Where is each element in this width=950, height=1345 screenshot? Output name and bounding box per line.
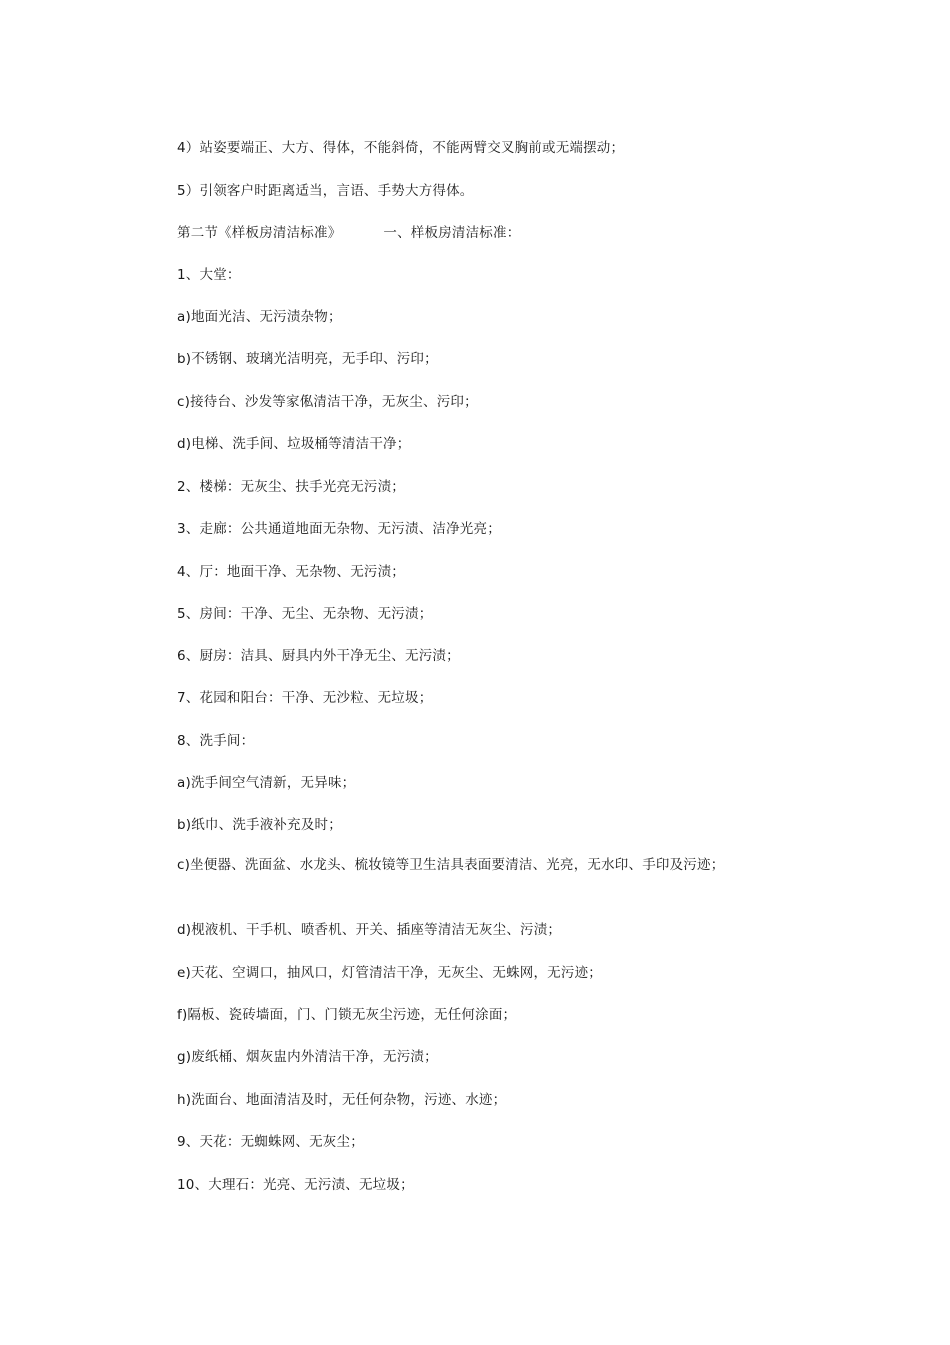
text-line: 1、大堂： (177, 267, 241, 283)
section-title: 第二节《样板房清洁标准》 (177, 225, 342, 241)
subsection-title: 一、样板房清洁标准： (383, 225, 521, 241)
text-line: b)不锈钢、玻璃光洁明亮，无手印、污印； (177, 351, 438, 367)
text-line: h)洗面台、地面清洁及时，无任何杂物，污迹、水迹； (177, 1092, 507, 1108)
text-line: 8、洗手间： (177, 733, 255, 749)
text-line: d)电梯、洗手间、垃圾桶等清洁干净； (177, 436, 411, 452)
text-line: 6、厨房：洁具、厨具内外干净无尘、无污渍； (177, 648, 460, 664)
text-line: 5）引领客户时距离适当，言语、手势大方得体。 (177, 183, 474, 199)
text-line: e)天花、空调口，抽风口，灯管清洁干净，无灰尘、无蛛网，无污迹； (177, 965, 602, 981)
text-line: 9、天花：无蜘蛛网、无灰尘； (177, 1134, 364, 1150)
text-line: c)接待台、沙发等家俬清洁干净，无灰尘、污印； (177, 394, 478, 410)
text-line: g)废纸桶、烟灰盅内外清洁干净，无污渍； (177, 1049, 438, 1065)
text-line: 3、走廊：公共通道地面无杂物、无污渍、洁净光亮； (177, 521, 501, 537)
text-line: 4）站姿要端正、大方、得体，不能斜倚，不能两臂交叉胸前或无端摆动； (177, 140, 625, 156)
text-line: f)隔板、瓷砖墙面，门、门锁无灰尘污迹，无任何涂面； (177, 1007, 517, 1023)
text-line: 4、厅：地面干净、无杂物、无污渍； (177, 564, 405, 580)
text-line: b)纸巾、洗手液补充及时； (177, 817, 342, 833)
text-line: 5、房间：干净、无尘、无杂物、无污渍； (177, 606, 433, 622)
text-line: 2、楼梯：无灰尘、扶手光亮无污渍； (177, 479, 405, 495)
text-line: a)地面光洁、无污渍杂物； (177, 309, 342, 325)
section-heading-line (177, 224, 520, 242)
text-line: d)枧液机、干手机、喷香机、开关、插座等清洁无灰尘、污渍； (177, 922, 562, 938)
text-line: a)洗手间空气清新，无异味； (177, 775, 356, 791)
text-paragraph: c)坐便器、洗面盆、水龙头、梳妆镜等卫生洁具表面要清洁、光亮，无水印、手印及污迹； (177, 857, 725, 873)
text-line: 10、大理石：光亮、无污渍、无垃圾； (177, 1177, 414, 1193)
text-line: 7、花园和阳台：干净、无沙粒、无垃圾； (177, 690, 433, 706)
